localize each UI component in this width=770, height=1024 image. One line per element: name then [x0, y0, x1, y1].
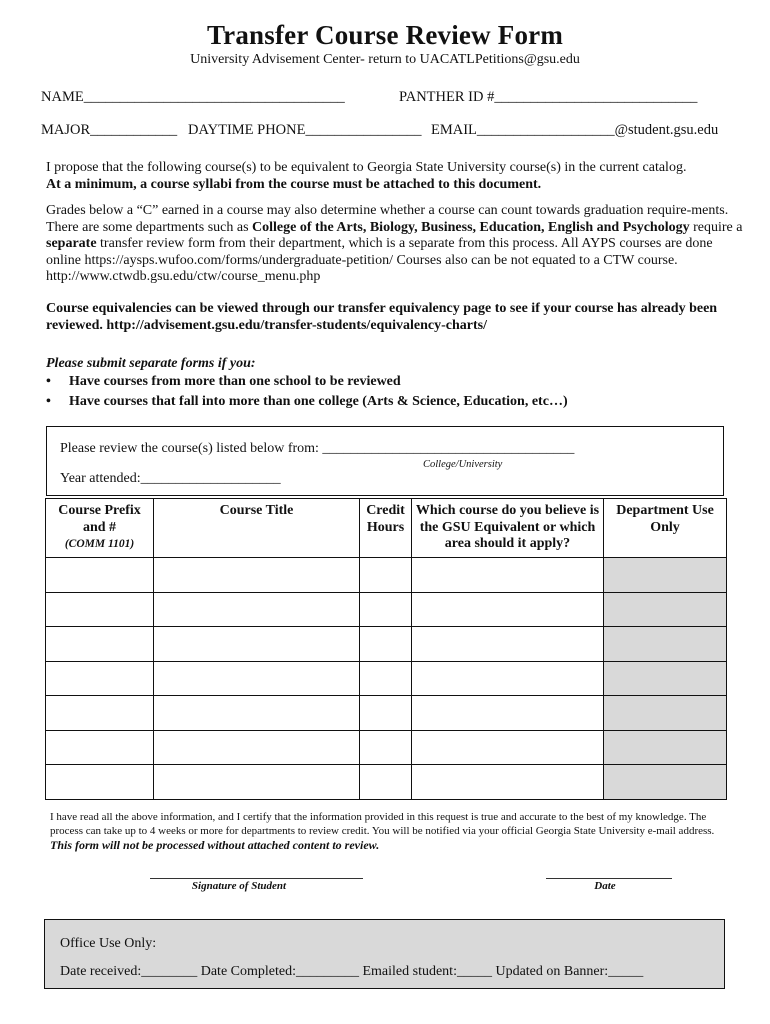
review-source-box — [46, 426, 724, 496]
table-row — [46, 592, 727, 627]
bullet-item-1 — [46, 374, 401, 390]
equivalent-cell[interactable] — [412, 661, 604, 696]
prefix-cell[interactable] — [46, 730, 154, 765]
prefix-cell[interactable] — [46, 627, 154, 662]
bullet-icon: • — [46, 374, 51, 389]
bullet-text-2: Have courses that fall into more than one college (Arts & Science, Education, etc…) — [69, 394, 568, 409]
hours-cell[interactable] — [360, 592, 412, 627]
intro-paragraph — [46, 160, 746, 193]
hours-cell[interactable] — [360, 696, 412, 731]
table-row — [46, 730, 727, 765]
title-cell[interactable] — [154, 696, 360, 731]
equivalent-cell[interactable] — [412, 765, 604, 800]
equivalent-cell[interactable] — [412, 592, 604, 627]
office-use-box — [44, 919, 725, 989]
table-row — [46, 661, 727, 696]
syllabus-requirement: At a minimum, a course syllabi from the course must be attached to this document. — [46, 176, 542, 192]
year-attended-field[interactable]: Year attended:____________________ — [60, 471, 281, 486]
hours-cell[interactable] — [360, 627, 412, 662]
col-department-use: Department Use Only — [604, 499, 727, 558]
major-field[interactable]: MAJOR____________ — [41, 122, 178, 138]
equivalent-cell[interactable] — [412, 558, 604, 593]
form-title: Transfer Course Review Form — [206, 20, 564, 50]
office-use-heading: Office Use Only: — [60, 936, 157, 951]
course-table — [45, 498, 727, 800]
col-course-prefix — [46, 499, 154, 558]
intro-text: I propose that the following course(s) to be equivalent to Georgia State University course(s) in the current catalog. — [46, 160, 687, 175]
department-cell — [604, 765, 727, 800]
col-gsu-equivalent: Which course do you believe is the GSU Equivalent or which area should it apply? — [412, 499, 604, 558]
equivalency-paragraph: Course equivalencies can be viewed through our transfer equivalency page to see if your course has already been reviewed. http://advisement.gsu.edu/transfer-students/equivalency-charts/ — [46, 301, 718, 333]
certification-text: I have read all the above information, and I certify that the information provided in this request is true and accurate to the best of my knowledge. The process can take up to 4 weeks or more for departments to review credit. You will be notified via your official Georgia State University e-mail address. — [50, 811, 715, 838]
college-field[interactable]: Please review the course(s) listed below from: ____________________________________ — [60, 441, 575, 456]
certification-statement — [50, 810, 730, 854]
prefix-cell[interactable] — [46, 661, 154, 696]
department-cell — [604, 627, 727, 662]
col-course-title: Course Title — [154, 499, 360, 558]
department-cell — [604, 592, 727, 627]
hours-cell[interactable] — [360, 661, 412, 696]
department-cell — [604, 661, 727, 696]
col-course-prefix-label: Course Prefix and # — [58, 503, 141, 535]
date-label: Date — [594, 880, 616, 892]
grades-text-1: Grades below a “C” earned in a course may also determine whether a course can count towards graduation require-ments. There are some departments such as — [46, 203, 729, 235]
office-use-fields: Date received:________ Date Completed:_________ Emailed student:_____ Updated on Banner:_____ — [60, 964, 644, 979]
prefix-cell[interactable] — [46, 696, 154, 731]
bullet-icon: • — [46, 394, 51, 409]
department-cell — [604, 558, 727, 593]
name-field[interactable]: NAME____________________________________ — [41, 89, 345, 105]
title-cell[interactable] — [154, 592, 360, 627]
separate-emphasis: separate — [46, 236, 97, 252]
grades-text-2: require a — [689, 219, 743, 235]
table-header-row — [46, 499, 727, 558]
table-row — [46, 765, 727, 800]
bullet-item-2 — [46, 394, 568, 410]
email-field[interactable]: EMAIL___________________@student.gsu.edu — [431, 122, 719, 138]
grades-text-3: transfer review form from their department, which is a separate from this process. All AYPS courses are done online https://aysps.wufoo.com/forms/undergraduate-petition/ Courses also can be not equated to a CTW course. http://www.ctwdb.gsu.edu/ctw/course_menu.php — [46, 236, 713, 285]
title-cell[interactable] — [154, 558, 360, 593]
department-cell — [604, 696, 727, 731]
grades-paragraph — [46, 203, 746, 286]
bullet-text-1: Have courses from more than one school to be reviewed — [69, 374, 401, 389]
table-row — [46, 696, 727, 731]
col-credit-hours: Credit Hours — [360, 499, 412, 558]
hours-cell[interactable] — [360, 558, 412, 593]
prefix-cell[interactable] — [46, 765, 154, 800]
department-cell — [604, 730, 727, 765]
title-cell[interactable] — [154, 627, 360, 662]
title-cell[interactable] — [154, 730, 360, 765]
form-subtitle: University Advisement Center- return to UACATLPetitions@gsu.edu — [190, 52, 580, 67]
signature-line[interactable] — [150, 878, 363, 879]
title-cell[interactable] — [154, 765, 360, 800]
signature-label: Signature of Student — [191, 880, 287, 892]
title-cell[interactable] — [154, 661, 360, 696]
panther-id-field[interactable]: PANTHER ID #____________________________ — [399, 89, 698, 105]
hours-cell[interactable] — [360, 765, 412, 800]
table-row — [46, 627, 727, 662]
daytime-phone-field[interactable]: DAYTIME PHONE________________ — [188, 122, 422, 138]
prefix-cell[interactable] — [46, 592, 154, 627]
college-label: College/University — [423, 459, 503, 470]
equivalent-cell[interactable] — [412, 696, 604, 731]
separate-forms-heading: Please submit separate forms if you: — [46, 356, 256, 371]
prefix-cell[interactable] — [46, 558, 154, 593]
equivalent-cell[interactable] — [412, 627, 604, 662]
course-prefix-example: (COMM 1101) — [64, 538, 135, 550]
departments-list: College of the Arts, Biology, Business, Education, English and Psychology — [252, 219, 690, 235]
equivalent-cell[interactable] — [412, 730, 604, 765]
table-row — [46, 558, 727, 593]
hours-cell[interactable] — [360, 730, 412, 765]
processing-warning: This form will not be processed without attached content to review. — [50, 838, 380, 853]
date-line[interactable] — [546, 878, 672, 879]
